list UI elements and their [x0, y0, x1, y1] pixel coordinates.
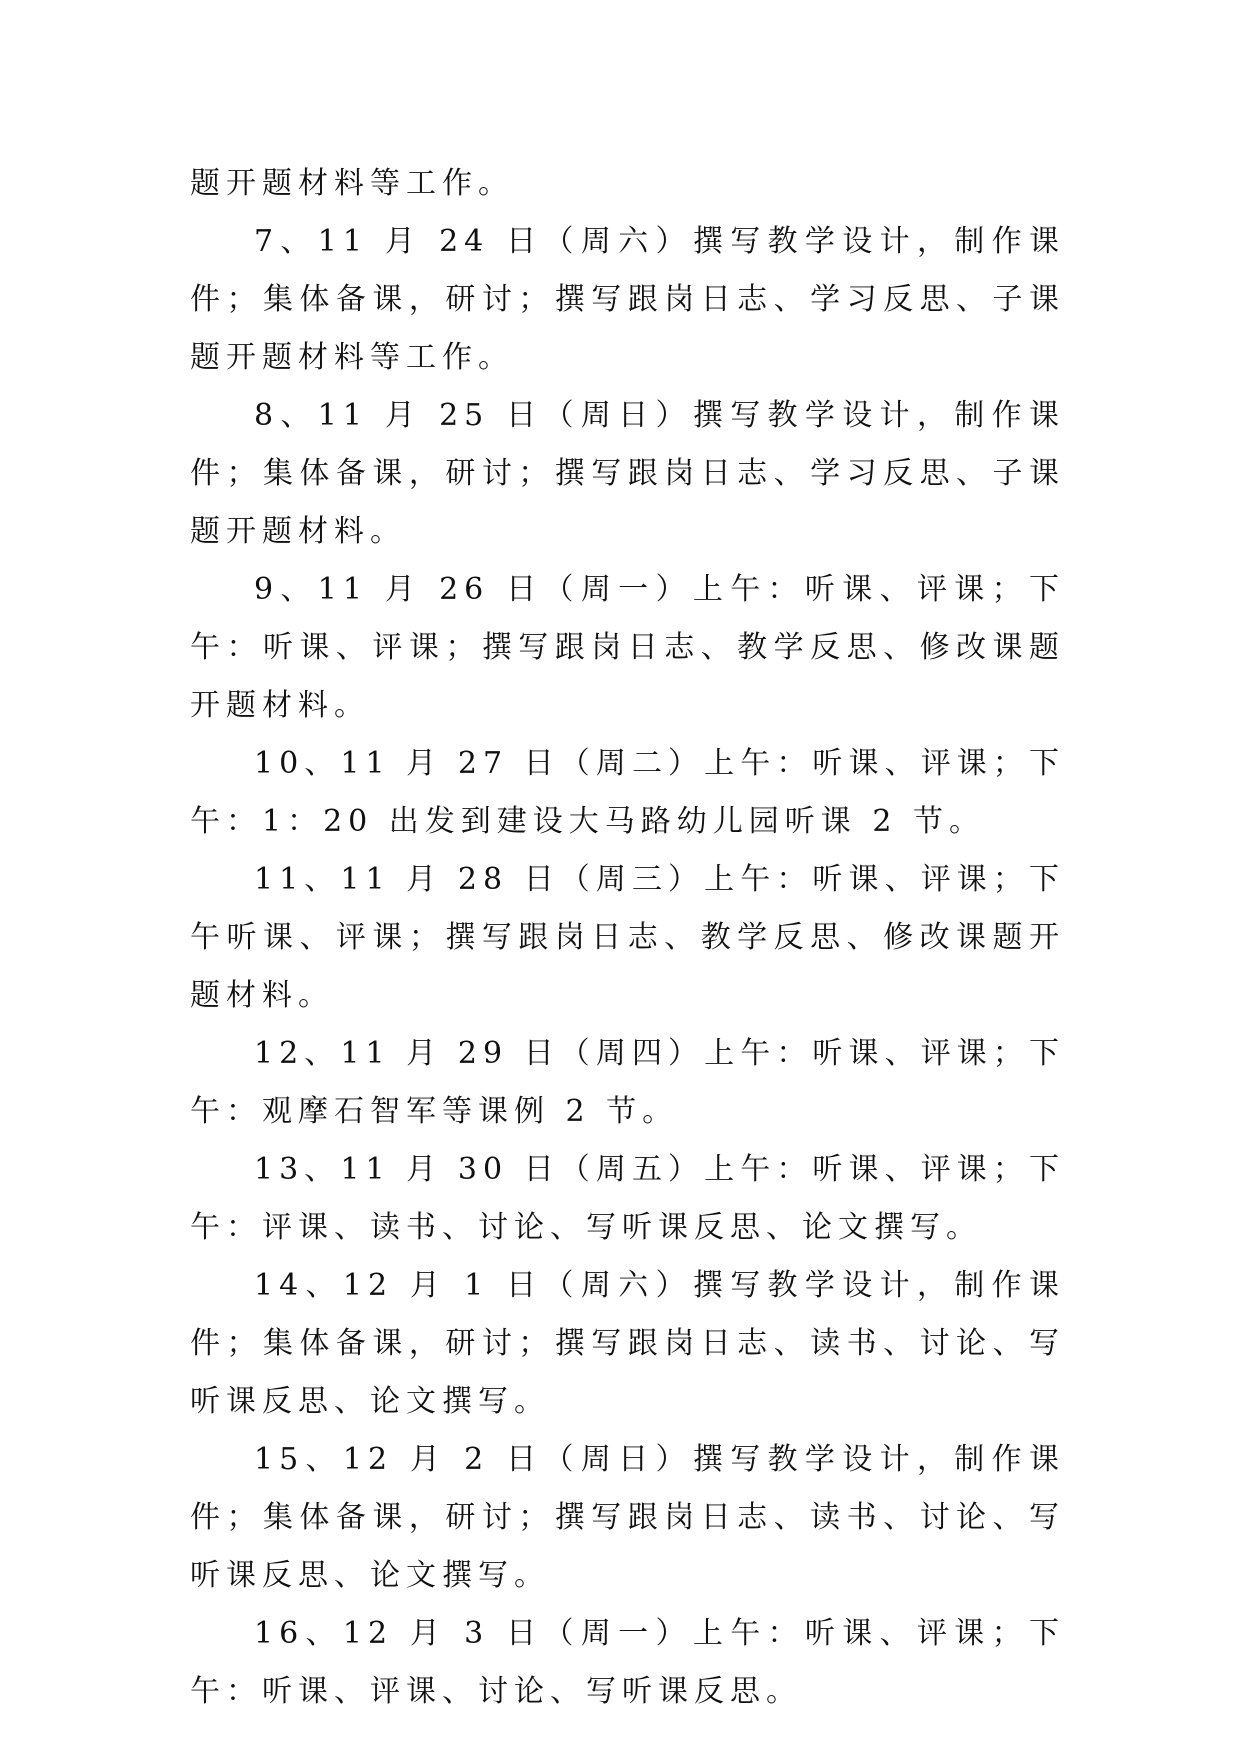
paragraph-item-14: 14、12 月 1 日（周六）撰写教学设计，制作课件；集体备课，研讨；撰写跟岗日志、读书、讨论、写听课反思、论文撰写。 — [190, 1268, 1065, 1419]
paragraph-item-13: 13、11 月 30 日（周五）上午：听课、评课；下午：评课、读书、讨论、写听课反思、论文撰写。 — [190, 1152, 1065, 1245]
paragraph-item-16: 16、12 月 3 日（周一）上午：听课、评课；下午：听课、评课、讨论、写听课反思。 — [190, 1616, 1065, 1709]
document-body — [190, 155, 1065, 1721]
paragraph-item-7: 7、11 月 24 日（周六）撰写教学设计，制作课件；集体备课，研讨；撰写跟岗日志、学习反思、子课题开题材料等工作。 — [190, 224, 1065, 375]
paragraph-item-12: 12、11 月 29 日（周四）上午：听课、评课；下午：观摩石智军等课例 2 节。 — [190, 1036, 1065, 1129]
paragraph-item-15: 15、12 月 2 日（周日）撰写教学设计，制作课件；集体备课，研讨；撰写跟岗日志、读书、讨论、写听课反思、论文撰写。 — [190, 1442, 1065, 1593]
paragraph-item-9: 9、11 月 26 日（周一）上午：听课、评课；下午：听课、评课；撰写跟岗日志、教学反思、修改课题开题材料。 — [190, 572, 1065, 723]
paragraph-item-10: 10、11 月 27 日（周二）上午：听课、评课；下午：1：20 出发到建设大马路幼儿园听课 2 节。 — [190, 746, 1065, 839]
paragraph-item-8: 8、11 月 25 日（周日）撰写教学设计，制作课件；集体备课，研讨；撰写跟岗日志、学习反思、子课题开题材料。 — [190, 398, 1065, 549]
paragraph-continuation: 题开题材料等工作。 — [190, 166, 514, 201]
paragraph-item-11: 11、11 月 28 日（周三）上午：听课、评课；下午听课、评课；撰写跟岗日志、教学反思、修改课题开题材料。 — [190, 862, 1065, 1013]
